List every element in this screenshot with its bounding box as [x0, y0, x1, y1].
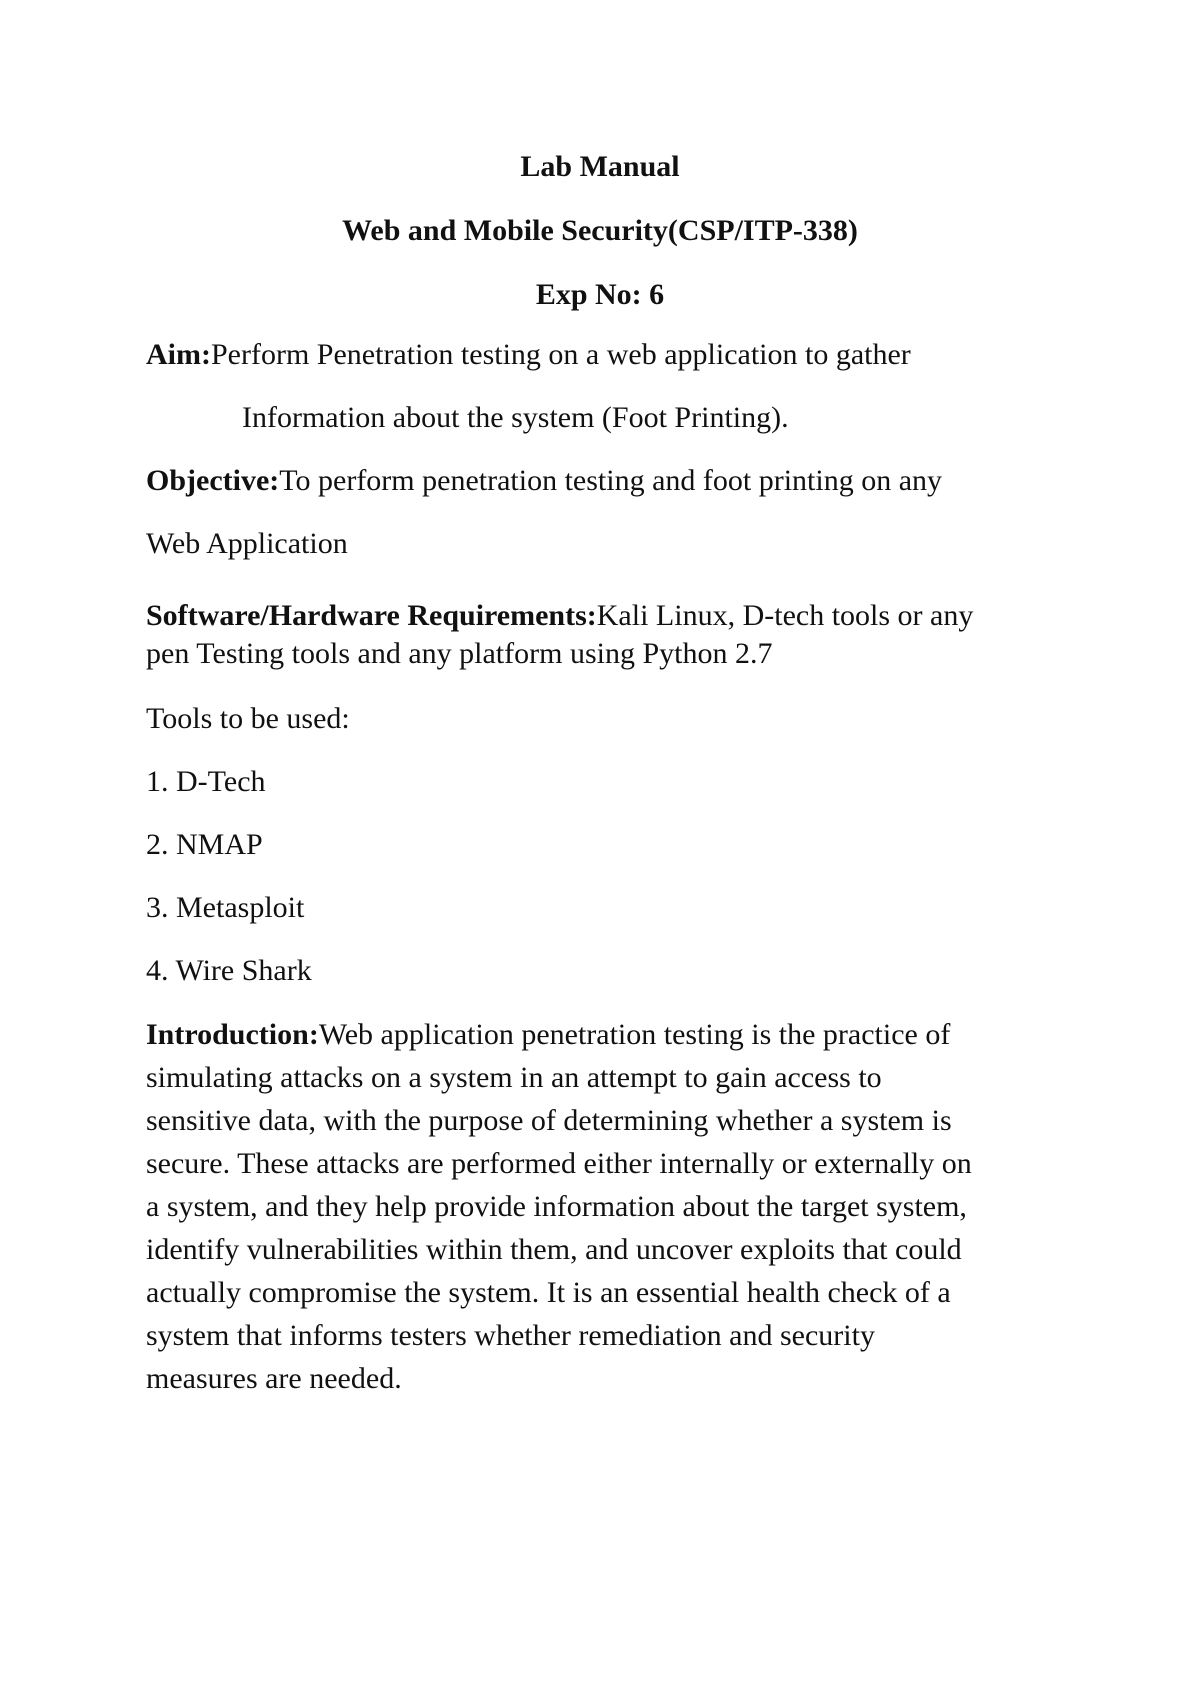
objective-line-1	[146, 466, 942, 496]
objective-text-1: To perform penetration testing and foot printing on any	[279, 464, 943, 497]
introduction-line: measures are needed.	[146, 1362, 402, 1395]
course-title: Web and Mobile Security(CSP/ITP-338)	[342, 214, 858, 247]
tool-item: 3. Metasploit	[146, 891, 305, 924]
aim-label: Aim:	[146, 338, 211, 371]
introduction-label: Introduction:	[146, 1018, 319, 1051]
introduction-line: Introduction:Web application penetration testing is the practice of	[146, 1018, 951, 1051]
introduction-line: identify vulnerabilities within them, and uncover exploits that could	[146, 1233, 962, 1266]
introduction-line: actually compromise the system. It is an essential health check of a	[146, 1276, 951, 1309]
introduction-line: secure. These attacks are performed either internally or externally on	[146, 1147, 972, 1180]
document-title: Lab Manual	[520, 150, 680, 183]
objective-label: Objective:	[146, 464, 280, 497]
requirements-text-2: pen Testing tools and any platform using Python 2.7	[146, 637, 773, 670]
aim-line-1	[146, 340, 911, 370]
objective-text-2: Web Application	[146, 527, 348, 560]
introduction-line: sensitive data, with the purpose of determining whether a system is	[146, 1104, 952, 1137]
aim-text-1: Perform Penetration testing on a web application to gather	[210, 338, 911, 371]
requirements-label: Software/Hardware Requirements:	[146, 599, 597, 632]
requirements-text-1: Kali Linux, D-tech tools or any	[596, 599, 974, 632]
aim-text-2: Information about the system (Foot Printing).	[242, 401, 789, 434]
tools-heading: Tools to be used:	[146, 702, 350, 735]
tool-item: 1. D-Tech	[146, 765, 266, 798]
introduction-paragraph	[146, 1013, 1076, 1400]
introduction-line: simulating attacks on a system in an attempt to gain access to	[146, 1061, 882, 1094]
tool-item: 2. NMAP	[146, 828, 263, 861]
introduction-line: a system, and they help provide information about the target system,	[146, 1190, 967, 1223]
requirements-line-1	[146, 601, 973, 631]
tool-item: 4. Wire Shark	[146, 954, 312, 987]
introduction-line: system that informs testers whether remediation and security	[146, 1319, 875, 1352]
experiment-number: Exp No: 6	[535, 278, 665, 311]
